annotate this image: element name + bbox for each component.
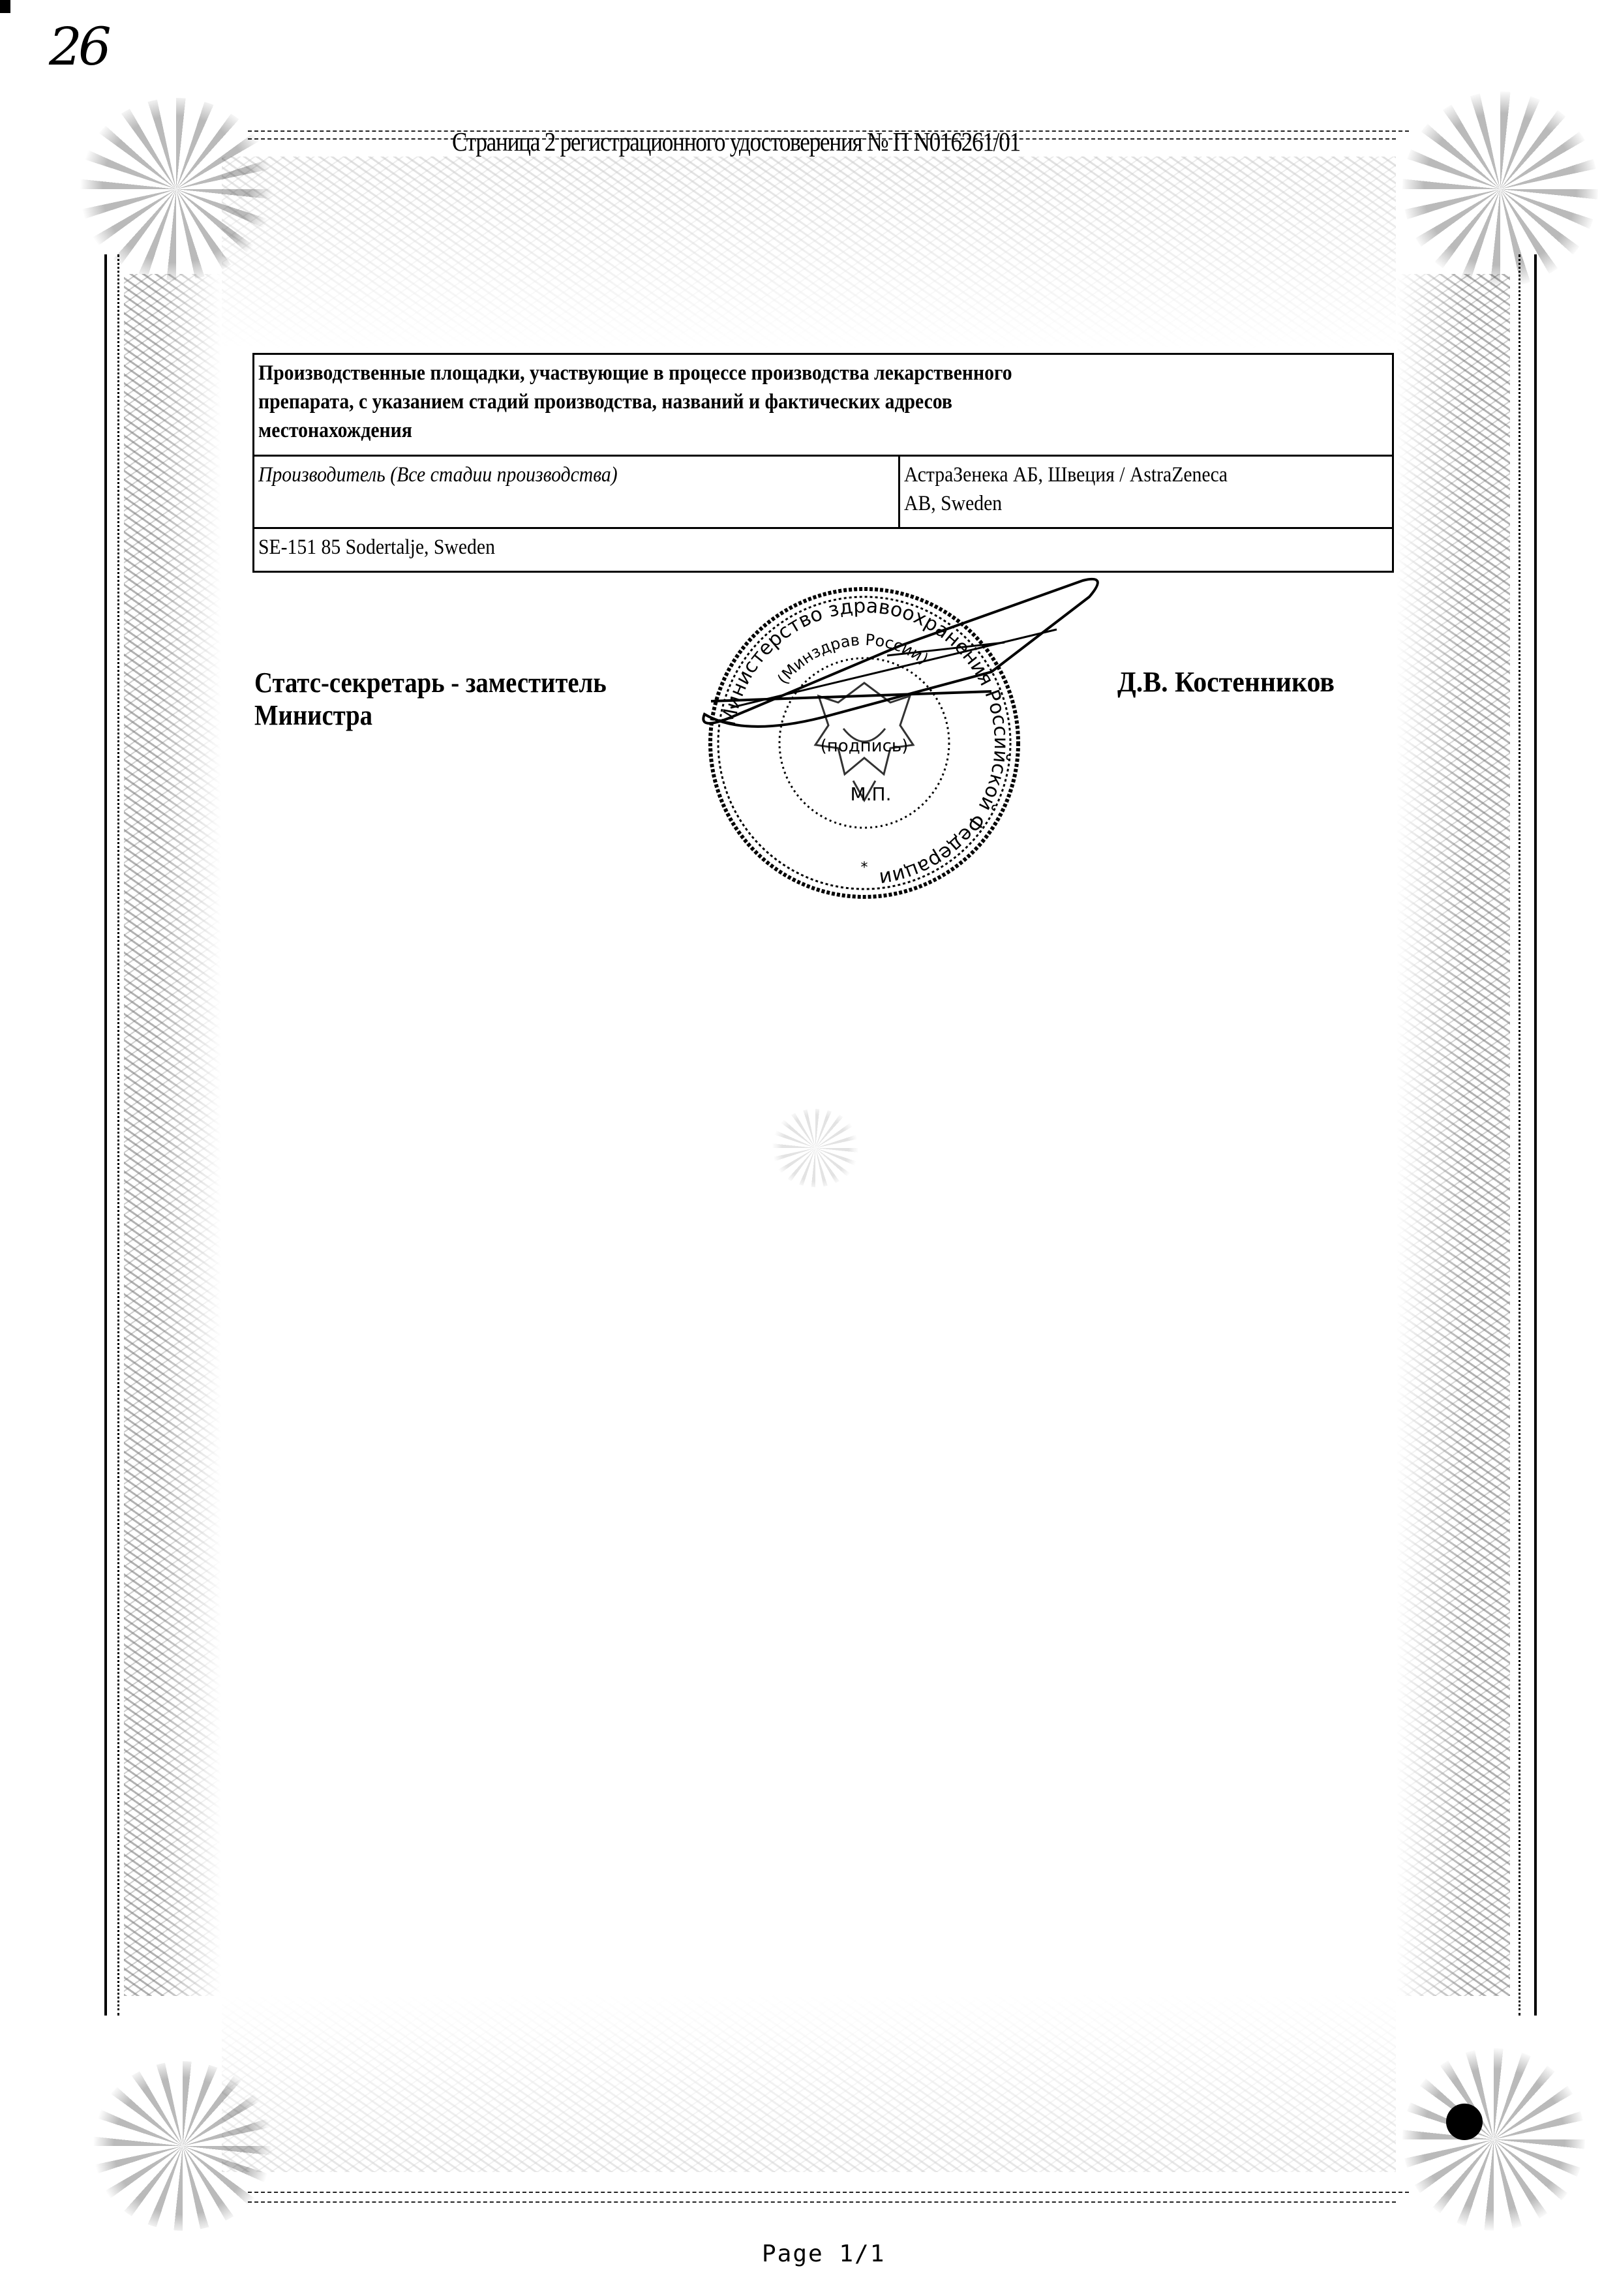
table-header-line-3: местонахождения [258, 419, 412, 442]
signatory-name: Д.В. Костенников [1117, 666, 1335, 698]
svg-text:*: * [860, 860, 868, 876]
stamp-mark: М.П. [850, 783, 892, 805]
frame-guilloche-left [124, 274, 222, 1996]
frame-guilloche-bottom [222, 1989, 1396, 2172]
table-row [254, 528, 1393, 572]
manufacturer-role: Производитель (Все стадии производства) [258, 463, 618, 487]
handwritten-signature-icon [691, 567, 1109, 737]
rosette-bottom-right-icon [1402, 2048, 1585, 2231]
rosette-bottom-left-icon [91, 2061, 274, 2231]
frame-guilloche-top [222, 157, 1396, 352]
page-footer: Page 1/1 [762, 2241, 886, 2267]
frame-line-left-outer [104, 254, 107, 2016]
signatory-title-line-2: Министра [254, 699, 373, 731]
frame-guilloche-right [1396, 274, 1510, 1996]
table-header-cell [254, 354, 1393, 456]
frame-line-left-inner [117, 254, 119, 2016]
table-header-line-2: препарата, с указанием стадий производства, названий и фактических адресов [258, 390, 952, 414]
frame-line-right-inner [1519, 254, 1520, 2016]
hole-punch-dot [1446, 2104, 1483, 2140]
table-header-line-1: Производственные площадки, участвующие в процессе производства лекарственного [258, 361, 1012, 385]
table-cell-address [254, 528, 1393, 572]
frame-line-bottom-inner [248, 2201, 1396, 2203]
manufacturing-sites-table [252, 353, 1394, 573]
signatory-title-line-1: Статс-секретарь - заместитель [254, 667, 607, 699]
stamp-inner-text: (Минздрав России) [774, 630, 932, 688]
page-header: Страница 2 регистрационного удостоверения № П N016261/01 [452, 127, 1020, 157]
table-cell-company [899, 456, 1393, 528]
company-address: SE-151 85 Sodertalje, Sweden [258, 536, 495, 559]
company-name-line-2: AB, Sweden [904, 492, 1003, 515]
handwritten-page-number: 26 [49, 16, 108, 77]
stamp-center-text: (подпись) [820, 736, 909, 756]
signatory-title [254, 667, 607, 732]
table-row-header [254, 354, 1393, 456]
frame-line-right-outer [1534, 254, 1537, 2016]
table-cell-role [254, 456, 899, 528]
rosette-center-ghost-icon [770, 1109, 861, 1187]
company-name-line-1: АстраЗенека АБ, Швеция / AstraZeneca [904, 463, 1228, 487]
scan-artifact-mark [0, 0, 10, 13]
frame-line-bottom [248, 2192, 1409, 2193]
rosette-top-right-icon [1402, 91, 1598, 287]
table-row [254, 456, 1393, 528]
rosette-top-left-icon [78, 98, 274, 280]
stamp-outer-text: Министерство здравоохранения Российской Федерации [717, 594, 1013, 890]
